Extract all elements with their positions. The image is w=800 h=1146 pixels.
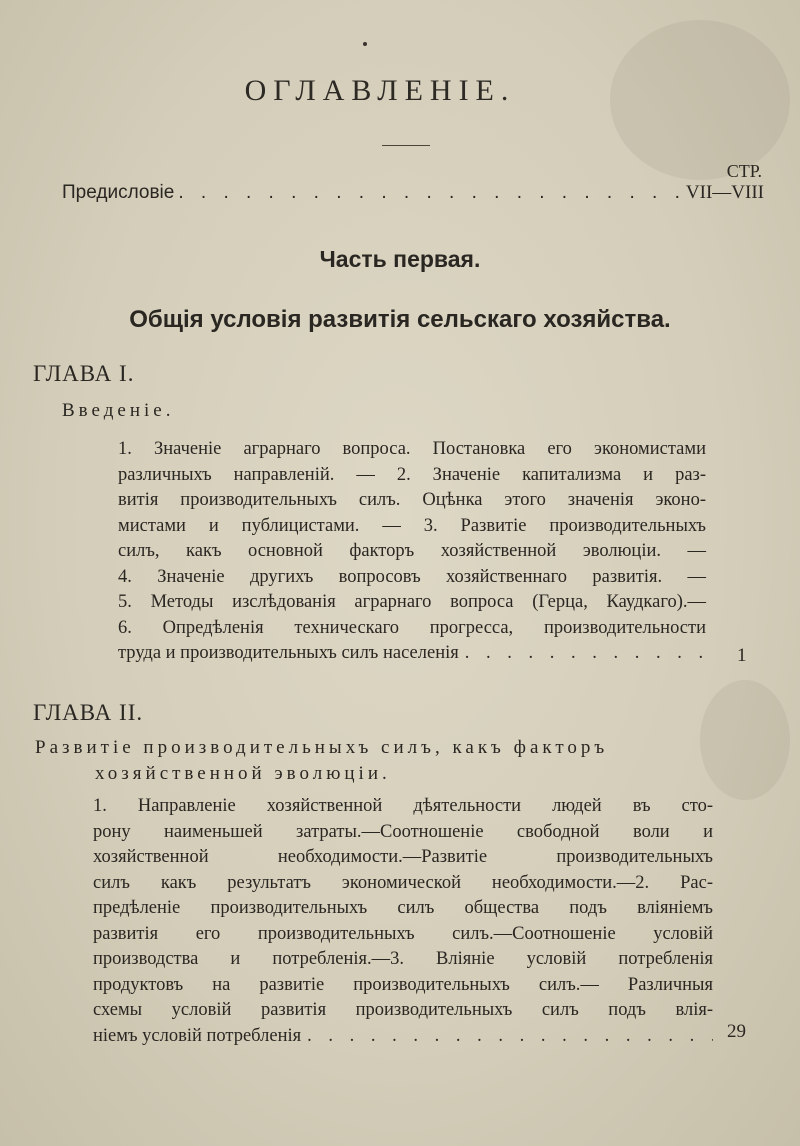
- chapter-1-title: Введеніе.: [62, 400, 175, 421]
- contents-last-line: [118, 641, 706, 667]
- chapter-1-heading: ГЛАВА I.: [33, 361, 135, 386]
- contents-line: рону наименьшей затраты.—Соотношеніе свободной воли и: [93, 821, 713, 842]
- contents-line: различныхъ направленій. — 2. Значеніе капитализма и раз-: [118, 464, 706, 485]
- part-subtitle: Общія условія развитія сельскаго хозяйства.: [129, 306, 671, 333]
- chapter-2-contents: [93, 794, 713, 1049]
- ink-dot: [363, 42, 367, 46]
- chapter-2-title-line: хозяйственной эволюціи.: [95, 763, 391, 784]
- preface-pages: VII—VIII: [685, 182, 764, 203]
- chapter-2-page: 29: [727, 1021, 746, 1042]
- preface-label: Предисловіе: [62, 182, 175, 203]
- contents-line: производства и потребленія.—3. Вліяніе условій потребленія: [93, 949, 713, 969]
- contents-line: мистами и публицистами. — 3. Развитіе производительныхъ: [118, 515, 706, 536]
- chapter-2-title: [35, 735, 735, 787]
- chapter-2-title-line: Развитіе производительныхъ силъ, какъ факторъ: [35, 737, 609, 758]
- contents-line: 1. Значеніе аграрнаго вопроса. Постановка его экономистами: [118, 439, 706, 459]
- dot-leader: [178, 182, 682, 204]
- contents-line: труда и производительныхъ силъ населенія: [118, 643, 459, 663]
- contents-last-line: [93, 1024, 713, 1050]
- contents-line: предѣленіе производительныхъ силъ общества подъ вліяніемъ: [93, 898, 713, 918]
- contents-line: витія производительныхъ силъ. Оцѣнка этого значенія эконо-: [118, 490, 706, 510]
- contents-line: продуктовъ на развитіе производительныхъ силъ.— Различныя: [93, 974, 713, 995]
- contents-line: 5. Методы изслѣдованія аграрнаго вопроса (Герца, Каудкаго).—: [118, 592, 706, 612]
- chapter-1-page: 1: [737, 645, 747, 666]
- contents-line: ніемъ условій потребленія: [93, 1025, 302, 1046]
- part-title: Часть первая.: [319, 246, 481, 272]
- dot-leader: [465, 641, 706, 667]
- contents-line: схемы условій развитія производительныхъ силъ подъ влія-: [93, 1000, 713, 1020]
- chapter-2-heading: ГЛАВА II.: [33, 700, 144, 725]
- contents-line: развитія его производительныхъ силъ.—Соотношеніе условій: [93, 923, 713, 944]
- contents-line: хозяйственной необходимости.—Развитіе производительныхъ: [93, 847, 713, 867]
- chapter-1-contents: [118, 437, 706, 667]
- page-title: ОГЛАВЛЕНІЕ.: [244, 74, 516, 107]
- contents-line: силъ, какъ основной факторъ хозяйственной эволюціи. —: [118, 541, 706, 561]
- dot-leader: [307, 1024, 713, 1050]
- contents-line: 6. Опредѣленія техническаго прогресса, производительности: [118, 617, 706, 638]
- contents-line: 4. Значеніе другихъ вопросовъ хозяйственнаго развитія. —: [118, 566, 706, 587]
- toc-entry-preface: [62, 182, 764, 204]
- contents-line: силъ какъ результатъ экономической необходимости.—2. Рас-: [93, 872, 713, 893]
- title-rule: [382, 145, 430, 146]
- contents-line: 1. Направленіе хозяйственной дѣятельности людей въ сто-: [93, 796, 713, 816]
- page-column-label: СТР.: [726, 161, 762, 181]
